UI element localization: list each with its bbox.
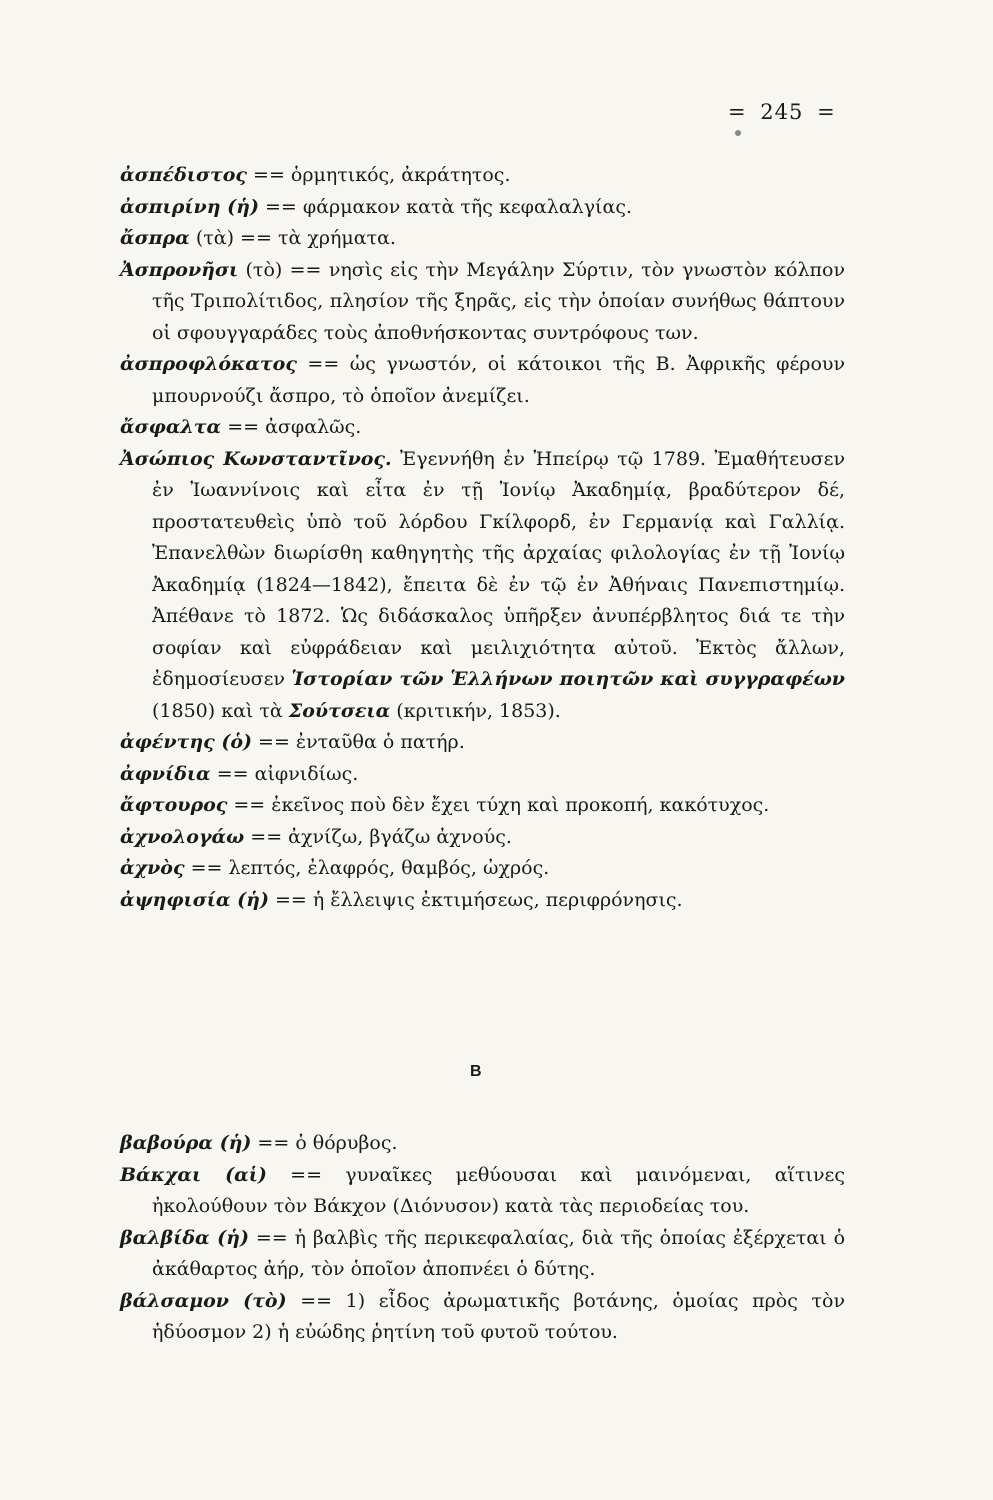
work-title: Σούτσεια <box>288 699 391 722</box>
separator: == <box>248 1226 295 1249</box>
separator: == <box>251 1132 296 1154</box>
entry-asopios <box>120 444 845 728</box>
entry <box>120 160 845 192</box>
page-number <box>722 100 842 124</box>
biography-text: (1850) καὶ τὰ <box>152 699 289 722</box>
definition: ἐκεῖνος ποὺ δὲν ἔχει τύχη καὶ προκοπή, κακότυχος. <box>271 794 770 816</box>
entry <box>120 727 845 759</box>
headword: ἀφνίδια <box>120 762 211 785</box>
headword: βαβούρα (ἡ) <box>120 1132 252 1154</box>
page-number-value: 245 <box>760 100 804 124</box>
section-letter-heading: Β <box>470 1063 482 1080</box>
definition: τὰ χρήματα. <box>277 227 396 249</box>
headword: Βάκχαι (αἱ) <box>120 1163 267 1186</box>
separator: == <box>247 164 291 186</box>
separator: == <box>268 888 313 911</box>
headword: ἄσφαλτα <box>120 416 222 438</box>
headword: ἄφτουρος <box>120 794 228 816</box>
separator: (τὸ) == <box>238 258 329 281</box>
ink-dot <box>735 130 741 136</box>
separator: == <box>244 825 289 848</box>
separator: (τὰ) == <box>189 227 278 249</box>
page-number-rule-left: = <box>728 100 747 124</box>
entry <box>120 790 845 822</box>
headword: ἀφέντης (ὁ) <box>120 731 252 753</box>
definition: φάρμακον κατὰ τῆς κεφαλαλγίας. <box>302 195 633 218</box>
biography-text: (κριτικήν, 1853). <box>390 699 561 722</box>
definition: νησὶς εἰς τὴν Μεγάλην Σύρτιν, τὸν γνωστὸν κόλπον τῆς Τριπολίτιδος, πλησίον τῆς ξηρᾶς, εἰς τὴν ὁποίαν συνήθως θάπτουν οἱ σφουγγαράδες τοὺς ἀποθνήσκοντας συντρόφους των. <box>152 258 845 344</box>
headword: ἀχνολογάω <box>120 825 245 848</box>
definition: ἀχνίζω, βγάζω ἀχνούς. <box>288 825 512 848</box>
entry <box>120 822 845 854</box>
definition: ἡ ἔλλειψις ἐκτιμήσεως, περιφρόνησις. <box>312 888 683 911</box>
biography-text: Ἐγεννήθη ἐν Ἠπείρῳ τῷ 1789. Ἐμαθήτευσεν ἐν Ἰωαννίνοις καὶ εἶτα ἐν τῇ Ἰονίῳ Ἀκαδημίᾳ, βραδύτερον δέ, προστατευθεὶς ὑπὸ τοῦ λόρδου Γκίλφορδ, ἐν Γερμανίᾳ καὶ Γαλλίᾳ. Ἐπανελθὼν διωρίσθη καθηγητὴς τῆς ἀρχαίας φιλολογίας ἐν τῇ Ἰονίῳ Ἀκαδημίᾳ (1824—1842), ἔπειτα δὲ ἐν τῷ ἐν Ἀθήναις Πανεπιστημίῳ. Ἀπέθανε τὸ 1872. Ὡς διδάσκαλος ὑπῆρξεν ἀνυπέρβλητος διά τε τὴν σοφίαν καὶ εὐφράδειαν καὶ μειλιχιότητα αὐτοῦ. Ἐκτὸς ἄλλων, ἐδημοσίευσεν <box>152 447 845 690</box>
separator: == <box>266 1163 346 1186</box>
headword: Ἀσώπιος Κωνσταντῖνος. <box>120 447 392 470</box>
definition: ἀσφαλῶς. <box>265 416 362 438</box>
separator: == <box>258 195 303 218</box>
definition: αἰφνιδίως. <box>254 762 359 785</box>
entry <box>120 1160 845 1223</box>
separator: == <box>221 416 266 438</box>
section-b-entries <box>120 1128 845 1349</box>
page-number-rule-right: = <box>817 100 836 124</box>
headword: ἀχνὸς <box>120 857 185 879</box>
separator: == <box>184 857 229 879</box>
entry <box>120 223 845 255</box>
separator: == <box>210 762 255 785</box>
headword: ἀψηφισία (ἡ) <box>120 888 269 911</box>
separator: == <box>251 731 296 753</box>
definition: ὁρμητικός, ἀκράτητος. <box>290 164 511 186</box>
definition: γυναῖκες μεθύουσαι καὶ μαινόμεναι, αἵτινες ἠκολούθουν τὸν Βάκχον (Διόνυσον) κατὰ τὰς περιοδείας του. <box>152 1163 845 1217</box>
headword: βαλβίδα (ἡ) <box>120 1226 249 1249</box>
headword: ἀσπέδιστος <box>120 164 247 186</box>
entry <box>120 853 845 885</box>
definition: ὡς γνωστόν, οἱ κάτοικοι τῆς Β. Ἀφρικῆς φέρουν μπουρνούζι ἄσπρο, τὸ ὁποῖον ἀνεμίζει. <box>152 353 846 407</box>
headword: ἀσπροφλόκατος <box>120 353 297 375</box>
separator: == <box>296 353 350 375</box>
definition: ἡ βαλβὶς τῆς περικεφαλαίας, διὰ τῆς ὁποίας ἐξέρχεται ὁ ἀκάθαρτος ἀήρ, τὸν ὁποῖον ἀποπνέει ὁ δύτης. <box>152 1226 846 1280</box>
headword: Ἀσπρονῆσι <box>120 258 239 281</box>
entry <box>120 255 845 350</box>
section-a-entries <box>120 160 845 916</box>
headword: ἄσπρα <box>120 227 190 249</box>
entry <box>120 1223 845 1286</box>
entry <box>120 759 845 791</box>
entry <box>120 192 845 224</box>
entry <box>120 412 845 444</box>
entry <box>120 1128 845 1160</box>
entry <box>120 885 845 917</box>
entry <box>120 349 845 412</box>
definition: 1) εἶδος ἀρωματικῆς βοτάνης, ὁμοίας πρὸς τὸν ἡδύοσμον 2) ἡ εὐώδης ῥητίνη τοῦ φυτοῦ τούτου. <box>152 1289 845 1343</box>
definition: λεπτός, ἐλαφρός, θαμβός, ὠχρός. <box>228 857 550 879</box>
headword: βάλσαμον (τὸ) <box>120 1289 287 1312</box>
work-title: Ἱστορίαν τῶν Ἑλλήνων ποιητῶν καὶ συγγραφέων <box>291 668 845 690</box>
separator: == <box>286 1289 346 1312</box>
headword: ἀσπιρίνη (ἡ) <box>120 195 259 218</box>
definition: ὁ θόρυβος. <box>295 1132 398 1154</box>
separator: == <box>227 794 272 816</box>
entry <box>120 1286 845 1349</box>
definition: ἐνταῦθα ὁ πατήρ. <box>295 731 465 753</box>
